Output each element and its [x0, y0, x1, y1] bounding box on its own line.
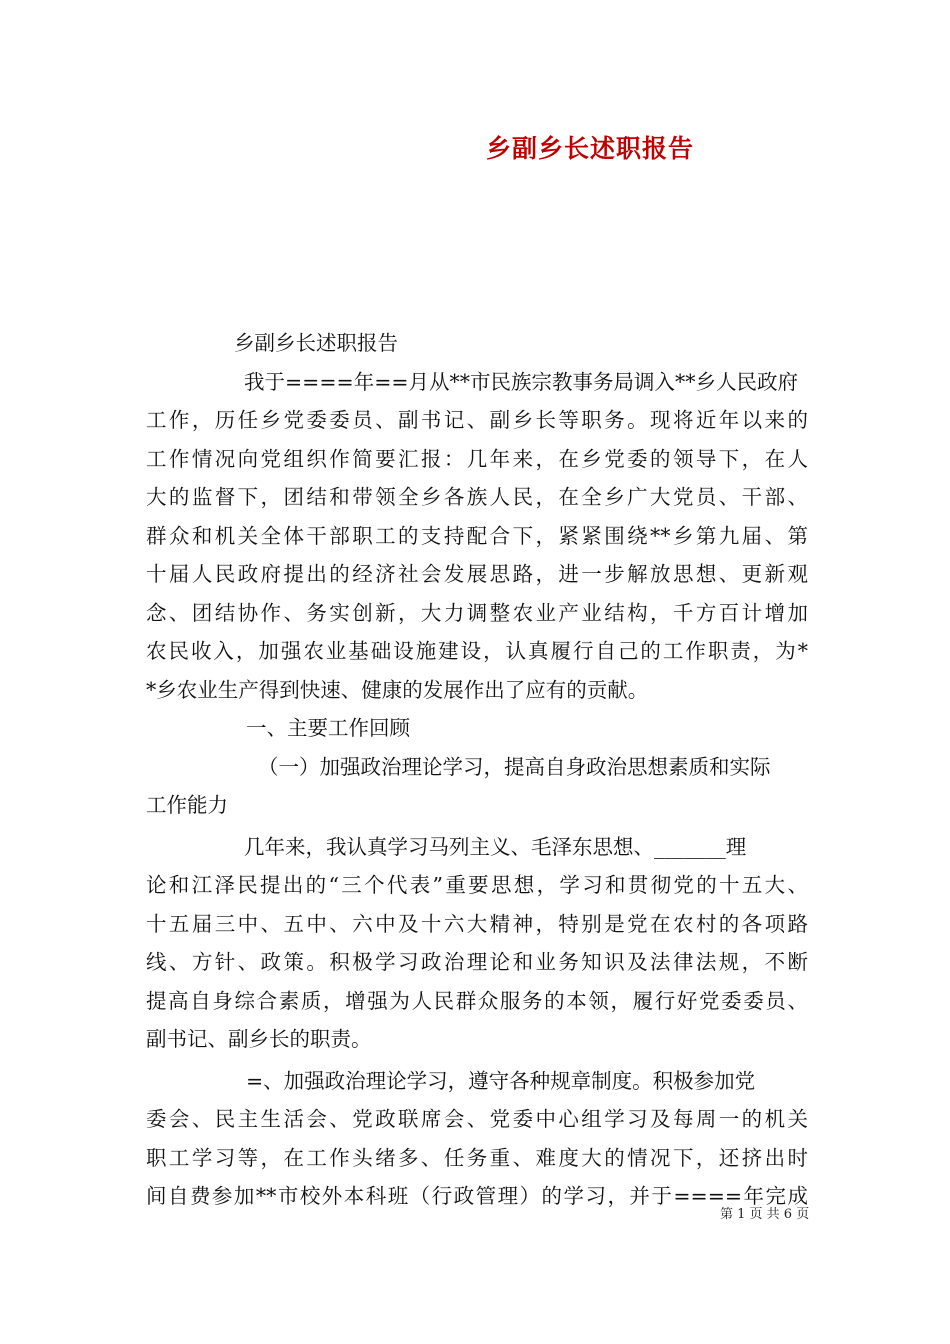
paragraph-1-line-8: 农民收入，加强农业基础设施建设，认真履行自己的工作职责，为* — [146, 639, 808, 663]
paragraph-3-line-1: =、加强政治理论学习，遵守各种规章制度。积极参加党 — [246, 1068, 756, 1093]
paragraph-2-line-6: 副书记、副乡长的职责。 — [146, 1027, 372, 1051]
paragraph-2-line-3: 十五届三中、五中、六中及十六大精神，特别是党在农村的各项路 — [146, 911, 808, 936]
paragraph-3-line-3: 职工学习等，在工作头绪多、任务重、难度大的情况下，还挤出时 — [146, 1145, 808, 1170]
paragraph-2-line-5: 提高自身综合素质，增强为人民群众服务的本领，履行好党委委员、 — [146, 988, 808, 1013]
page-number-footer: 第 1 页 共 6 页 — [720, 1207, 810, 1222]
paragraph-1-line-3: 工作情况向党组织作简要汇报：几年来，在乡党委的领导下，在人 — [146, 446, 808, 471]
paragraph-1-line-6: 十届人民政府提出的经济社会发展思路，进一步解放思想、更新观 — [146, 562, 808, 586]
paragraph-2-line-1: 几年来，我认真学习马列主义、毛泽东思想、_______理 — [244, 834, 747, 859]
body-subtitle: 乡副乡长述职报告 — [234, 331, 398, 355]
paragraph-3-line-4: 间自费参加**市校外本科班（行政管理）的学习，并于====年完成 — [146, 1184, 808, 1208]
paragraph-1-line-4: 大的监督下，团结和带领全乡各族人民，在全乡广大党员、干部、 — [146, 485, 808, 509]
subsection-heading-1-line-2: 工作能力 — [146, 793, 228, 817]
document-body — [146, 324, 808, 1216]
document-title: 乡副乡长述职报告 — [485, 134, 694, 163]
paragraph-1-line-2: 工作，历任乡党委委员、副书记、副乡长等职务。现将近年以来的 — [146, 408, 808, 432]
paragraph-2-line-4: 线、方针、政策。积极学习政治理论和业务知识及法律法规，不断 — [146, 950, 808, 974]
paragraph-1-line-1: 我于====年==月从**市民族宗教事务局调入**乡人民政府 — [244, 369, 799, 394]
paragraph-1-line-5: 群众和机关全体干部职工的支持配合下，紧紧围绕**乡第九届、第 — [146, 523, 808, 548]
subsection-heading-1-line-1: （一）加强政治理论学习，提高自身政治思想素质和实际 — [258, 754, 771, 779]
paragraph-1-line-9: *乡农业生产得到快速、健康的发展作出了应有的贡献。 — [146, 677, 649, 702]
paragraph-1-line-7: 念、团结协作、务实创新，大力调整农业产业结构，千方百计增加 — [146, 600, 808, 625]
paragraph-3-line-2: 委会、民主生活会、党政联席会、党委中心组学习及每周一的机关 — [146, 1107, 808, 1131]
paragraph-2-line-2: 论和江泽民提出的“三个代表”重要思想，学习和贯彻党的十五大、 — [146, 873, 808, 897]
section-heading-main-work-review: 一、主要工作回顾 — [246, 716, 410, 740]
